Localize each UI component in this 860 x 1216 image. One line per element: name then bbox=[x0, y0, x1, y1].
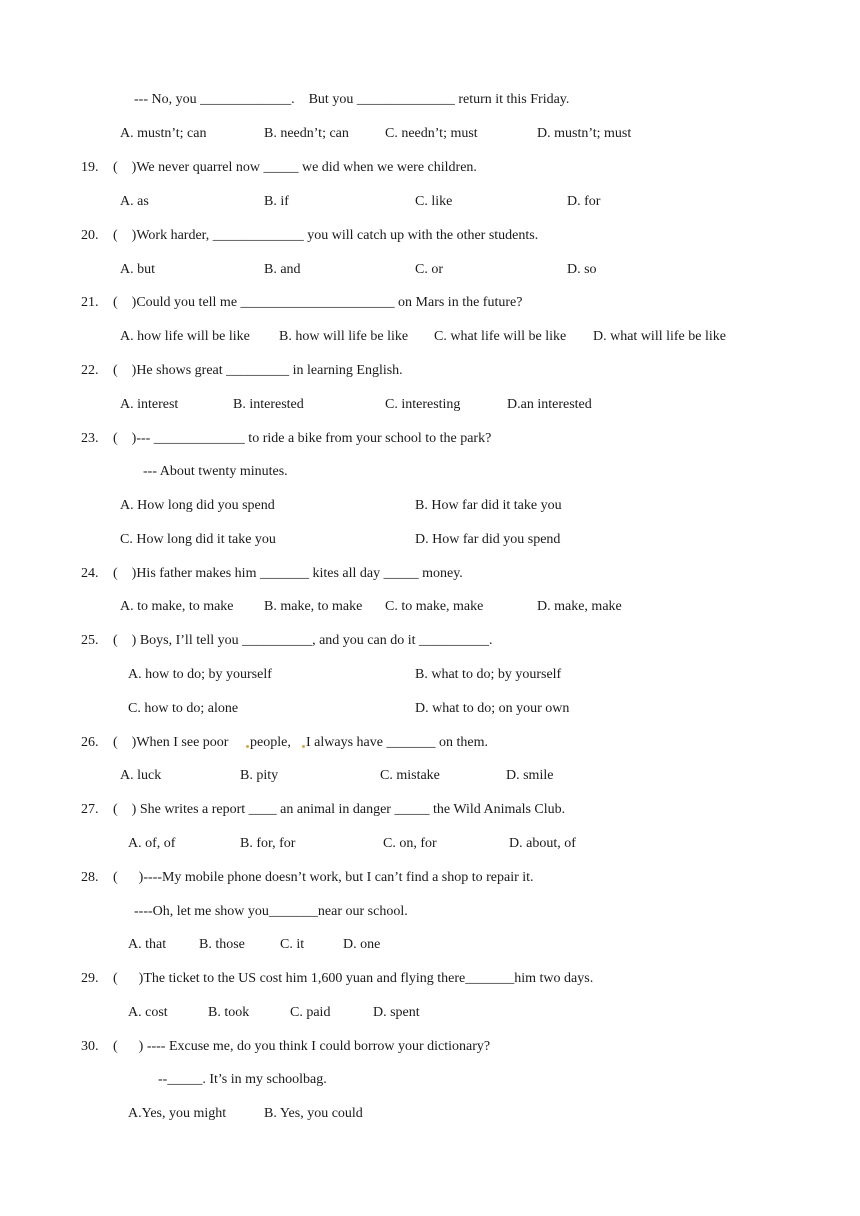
question-number: 23. bbox=[81, 431, 99, 446]
option-a: A. as bbox=[120, 194, 149, 209]
question-number: 25. bbox=[81, 633, 99, 648]
option-b: B. Yes, you could bbox=[264, 1106, 363, 1121]
question-number: 30. bbox=[81, 1039, 99, 1054]
option-a: A. how to do; by yourself bbox=[128, 667, 272, 682]
option-b: B. what to do; by yourself bbox=[415, 667, 562, 682]
dot-mark bbox=[246, 745, 249, 748]
option-d: D. spent bbox=[373, 1005, 420, 1020]
question-text: ( )We never quarrel now _____ we did when we were children. bbox=[113, 160, 477, 175]
option-b: B. make, to make bbox=[264, 599, 363, 614]
option-a: A. luck bbox=[120, 768, 162, 783]
option-b: B. and bbox=[264, 262, 301, 277]
question-text: ( ) Boys, I’ll tell you __________, and you can do it __________. bbox=[113, 633, 493, 648]
option-c: C. needn’t; must bbox=[385, 126, 478, 141]
option-b: B. How far did it take you bbox=[415, 498, 562, 513]
question-number: 27. bbox=[81, 802, 99, 817]
option-a: A. How long did you spend bbox=[120, 498, 275, 513]
question-number: 21. bbox=[81, 295, 99, 310]
question-text: ( )Work harder, _____________ you will catch up with the other students. bbox=[113, 228, 539, 243]
question-number: 28. bbox=[81, 870, 99, 885]
option-c: C. mistake bbox=[380, 768, 440, 783]
option-d: D. make, make bbox=[537, 599, 622, 614]
option-c: C. paid bbox=[290, 1005, 331, 1020]
option-b: B. pity bbox=[240, 768, 279, 783]
question-text: ( )He shows great _________ in learning English. bbox=[113, 363, 403, 378]
option-d: D. mustn’t; must bbox=[537, 126, 632, 141]
option-b: B. took bbox=[208, 1005, 250, 1020]
question-number: 20. bbox=[81, 228, 99, 243]
answer-line: ----Oh, let me show you_______near our school. bbox=[134, 904, 408, 919]
option-b: B. for, for bbox=[240, 836, 296, 851]
option-b: B. interested bbox=[233, 397, 304, 412]
question-text: ( ) ---- Excuse me, do you think I could borrow your dictionary? bbox=[113, 1039, 491, 1054]
question-number: 29. bbox=[81, 971, 99, 986]
option-c: C. interesting bbox=[385, 397, 461, 412]
question-number: 22. bbox=[81, 363, 99, 378]
answer-line: --- No, you _____________. But you ______________ return it this Friday. bbox=[134, 92, 570, 107]
answer-line: --- About twenty minutes. bbox=[143, 464, 288, 479]
option-c: C. how to do; alone bbox=[128, 701, 239, 716]
option-c: C. or bbox=[415, 262, 443, 277]
question-number: 24. bbox=[81, 566, 99, 581]
option-d: D. for bbox=[567, 194, 601, 209]
question-text: ( )Could you tell me ______________________ on Mars in the future? bbox=[113, 295, 523, 310]
option-d: D. smile bbox=[506, 768, 554, 783]
option-b: B. those bbox=[199, 937, 245, 952]
option-d: D. one bbox=[343, 937, 381, 952]
option-a: A. that bbox=[128, 937, 167, 952]
option-a: A. of, of bbox=[128, 836, 176, 851]
option-d: D. so bbox=[567, 262, 597, 277]
option-c: C. it bbox=[280, 937, 305, 952]
option-d: D.an interested bbox=[507, 397, 592, 412]
option-c: C. to make, make bbox=[385, 599, 484, 614]
question-number: 26. bbox=[81, 735, 99, 750]
option-a: A. but bbox=[120, 262, 155, 277]
question-text-part: I always have _______ on them. bbox=[306, 735, 488, 750]
option-a: A. how life will be like bbox=[120, 329, 250, 344]
option-b: B. how will life be like bbox=[279, 329, 409, 344]
question-text: ( )--- _____________ to ride a bike from your school to the park? bbox=[113, 431, 492, 446]
question-text: ( )His father makes him _______ kites all day _____ money. bbox=[113, 566, 463, 581]
question-number: 19. bbox=[81, 160, 99, 175]
option-b: B. needn’t; can bbox=[264, 126, 349, 141]
option-d: D. How far did you spend bbox=[415, 532, 561, 547]
option-d: D. about, of bbox=[509, 836, 576, 851]
dot-mark bbox=[302, 745, 305, 748]
question-text-part: ( )When I see poor bbox=[113, 735, 232, 750]
question-text-part: people, bbox=[250, 735, 295, 750]
question-text: ( ) She writes a report ____ an animal in danger _____ the Wild Animals Club. bbox=[113, 802, 566, 817]
option-a: A. cost bbox=[128, 1005, 168, 1020]
option-d: D. what will life be like bbox=[593, 329, 726, 344]
option-a: A. mustn’t; can bbox=[120, 126, 207, 141]
option-c: C. what life will be like bbox=[434, 329, 567, 344]
option-a: A. to make, to make bbox=[120, 599, 234, 614]
option-d: D. what to do; on your own bbox=[415, 701, 570, 716]
option-b: B. if bbox=[264, 194, 289, 209]
answer-line: --_____. It’s in my schoolbag. bbox=[158, 1072, 327, 1087]
option-c: C. like bbox=[415, 194, 453, 209]
option-a: A. interest bbox=[120, 397, 179, 412]
question-text: ( )----My mobile phone doesn’t work, but I can’t find a shop to repair it. bbox=[113, 870, 534, 885]
option-a: A.Yes, you might bbox=[128, 1106, 227, 1121]
option-c: C. How long did it take you bbox=[120, 532, 276, 547]
question-text: ( )The ticket to the US cost him 1,600 yuan and flying there_______him two days. bbox=[113, 971, 594, 986]
option-c: C. on, for bbox=[383, 836, 437, 851]
